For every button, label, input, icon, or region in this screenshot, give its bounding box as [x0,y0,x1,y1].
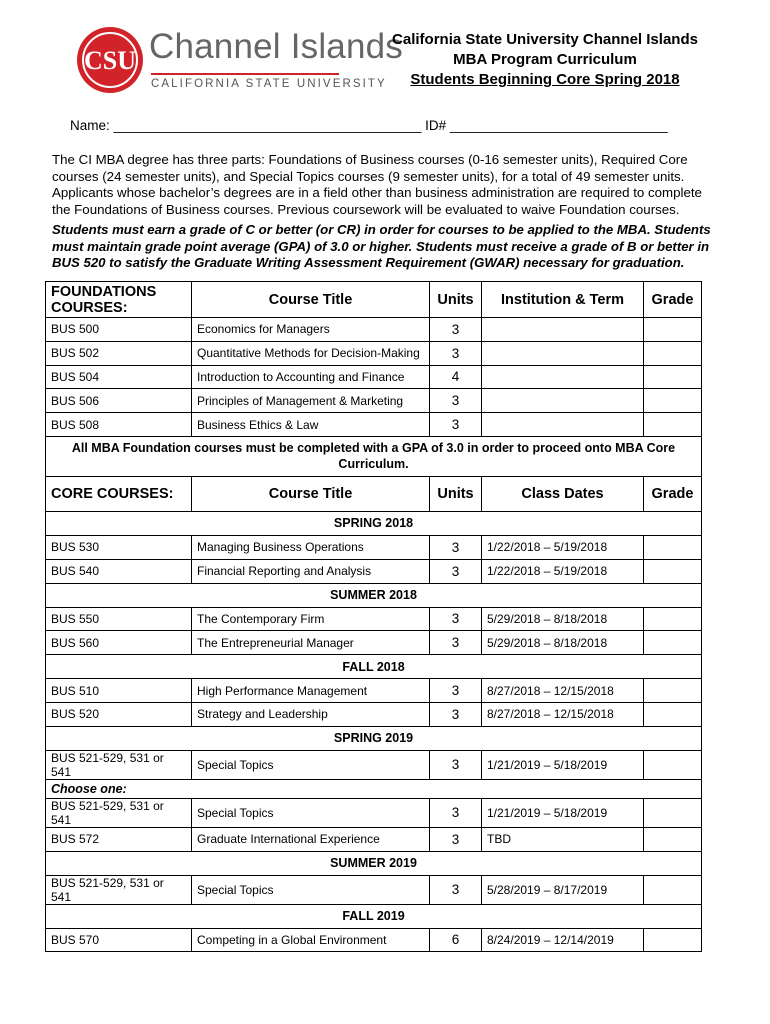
course-title: Special Topics [192,798,430,827]
name-field[interactable]: _________________________________________ [113,118,422,133]
foundation-note-row [46,436,702,476]
core-header-row [46,476,702,511]
class-dates: 8/27/2018 – 12/15/2018 [482,679,644,703]
term-label: SUMMER 2018 [46,583,702,607]
class-dates: 5/28/2019 – 8/17/2019 [482,875,644,904]
course-row [46,679,702,703]
course-units: 6 [430,928,482,952]
svg-text:CSU: CSU [83,46,137,75]
course-code: BUS 540 [46,559,192,583]
course-title: Financial Reporting and Analysis [192,559,430,583]
course-title: Quantitative Methods for Decision-Making [192,341,430,365]
course-code: BUS 504 [46,365,192,389]
course-row [46,928,702,952]
grade-requirement-notice: Students must earn a grade of C or better (or CR) in order for courses to be applied to the MBA. Students must maintain grade point average (GPA) of 3.0 or higher. Students must receive a grade of B or better in BUS 520 to satisfy the Graduate Writing Assessment Requirement (GWAR) necessary for graduation. [52,222,711,270]
logo-divider [151,73,339,75]
course-code: BUS 572 [46,827,192,851]
course-units: 3 [430,679,482,703]
grade-cell[interactable] [644,875,702,904]
grade-header: Grade [644,476,702,511]
course-row [46,341,702,365]
grade-cell[interactable] [644,341,702,365]
institution-term-cell[interactable] [482,318,644,342]
course-row [46,607,702,631]
id-label: ID# [425,118,447,133]
class-dates: 5/29/2018 – 8/18/2018 [482,607,644,631]
name-label: Name: [70,118,110,133]
course-code: BUS 530 [46,535,192,559]
grade-cell[interactable] [644,631,702,655]
term-row [46,655,702,679]
curriculum-table [45,281,702,952]
course-row [46,559,702,583]
course-units: 3 [430,702,482,726]
course-units: 3 [430,318,482,342]
term-label: FALL 2019 [46,904,702,928]
term-row [46,511,702,535]
course-title-header: Course Title [192,282,430,318]
course-title: Economics for Managers [192,318,430,342]
class-dates: 1/22/2018 – 5/19/2018 [482,559,644,583]
grade-cell[interactable] [644,389,702,413]
course-row [46,875,702,904]
course-row [46,827,702,851]
course-units: 4 [430,365,482,389]
choose-one-row [46,779,702,798]
grade-cell[interactable] [644,702,702,726]
course-units: 3 [430,750,482,779]
class-dates: 5/29/2018 – 8/18/2018 [482,631,644,655]
course-title: The Entrepreneurial Manager [192,631,430,655]
course-title-header: Course Title [192,476,430,511]
name-id-row [70,118,668,133]
course-row [46,750,702,779]
course-title: Principles of Management & Marketing [192,389,430,413]
course-title: Strategy and Leadership [192,702,430,726]
class-dates: 8/24/2019 – 12/14/2019 [482,928,644,952]
course-row [46,631,702,655]
course-code: BUS 560 [46,631,192,655]
units-header: Units [430,282,482,318]
institution-term-header: Institution & Term [482,282,644,318]
term-row [46,904,702,928]
course-units: 3 [430,827,482,851]
class-dates: 1/22/2018 – 5/19/2018 [482,535,644,559]
course-row [46,702,702,726]
course-code: BUS 570 [46,928,192,952]
class-dates: 1/21/2019 – 5/18/2019 [482,750,644,779]
class-dates: 8/27/2018 – 12/15/2018 [482,702,644,726]
grade-cell[interactable] [644,928,702,952]
course-code: BUS 508 [46,413,192,437]
course-title: Business Ethics & Law [192,413,430,437]
grade-cell[interactable] [644,827,702,851]
course-units: 3 [430,341,482,365]
core-section-label: CORE COURSES: [46,476,192,511]
course-code: BUS 502 [46,341,192,365]
course-code: BUS 510 [46,679,192,703]
grade-cell[interactable] [644,365,702,389]
course-row [46,413,702,437]
course-row [46,365,702,389]
course-title: The Contemporary Firm [192,607,430,631]
course-code: BUS 521-529, 531 or 541 [46,875,192,904]
grade-header: Grade [644,282,702,318]
course-units: 3 [430,607,482,631]
course-code: BUS 520 [46,702,192,726]
units-header: Units [430,476,482,511]
grade-cell[interactable] [644,413,702,437]
term-label: FALL 2018 [46,655,702,679]
course-row [46,389,702,413]
logo-name: Channel Islands [149,27,403,66]
term-row [46,851,702,875]
grade-cell[interactable] [644,679,702,703]
course-title: Managing Business Operations [192,535,430,559]
institution-term-cell[interactable] [482,365,644,389]
course-units: 3 [430,875,482,904]
grade-cell[interactable] [644,535,702,559]
course-code: BUS 521-529, 531 or 541 [46,750,192,779]
institution-term-cell[interactable] [482,413,644,437]
course-code: BUS 550 [46,607,192,631]
institution-term-cell[interactable] [482,341,644,365]
grade-cell[interactable] [644,318,702,342]
foundations-section-label: FOUNDATIONS COURSES: [46,282,192,318]
university-logo [75,25,403,100]
course-units: 3 [430,413,482,437]
term-label: SPRING 2019 [46,726,702,750]
term-row [46,726,702,750]
course-code: BUS 500 [46,318,192,342]
course-title: Special Topics [192,875,430,904]
intro-paragraph: The CI MBA degree has three parts: Foundations of Business courses (0-16 semester units), Required Core courses (24 semester units), and Special Topics courses (9 semester units), for a total of 49 semester units. Applicants whose bachelor’s degrees are in a field other than business administration are required to complete the Foundations of Business courses. Previous coursework will be evaluated to waive Foundation courses. [52,152,702,217]
choose-one-label: Choose one: [46,779,702,798]
course-units: 3 [430,798,482,827]
course-units: 3 [430,631,482,655]
course-units: 3 [430,535,482,559]
term-label: SUMMER 2019 [46,851,702,875]
course-title: Graduate International Experience [192,827,430,851]
title-line-2: MBA Program Curriculum [453,51,637,68]
course-title: Special Topics [192,750,430,779]
course-code: BUS 521-529, 531 or 541 [46,798,192,827]
grade-cell[interactable] [644,798,702,827]
title-line-1: California State University Channel Islands [392,31,698,48]
grade-cell[interactable] [644,750,702,779]
logo-subtitle: CALIFORNIA STATE UNIVERSITY [151,78,387,90]
grade-cell[interactable] [644,559,702,583]
course-code: BUS 506 [46,389,192,413]
term-label: SPRING 2018 [46,511,702,535]
course-row [46,535,702,559]
foundations-header-row [46,282,702,318]
course-title: Competing in a Global Environment [192,928,430,952]
course-title: Introduction to Accounting and Finance [192,365,430,389]
course-row [46,318,702,342]
document-title-block [370,30,720,90]
class-dates-header: Class Dates [482,476,644,511]
title-line-3: Students Beginning Core Spring 2018 [410,71,680,88]
course-units: 3 [430,389,482,413]
class-dates: 1/21/2019 – 5/18/2019 [482,798,644,827]
foundation-note: All MBA Foundation courses must be completed with a GPA of 3.0 in order to proceed onto MBA Core Curriculum. [46,436,702,476]
grade-cell[interactable] [644,607,702,631]
term-row [46,583,702,607]
course-units: 3 [430,559,482,583]
course-title: High Performance Management [192,679,430,703]
course-row [46,798,702,827]
csu-logo-mark-icon [75,25,145,95]
id-field[interactable]: _____________________________ [449,118,668,133]
class-dates: TBD [482,827,644,851]
institution-term-cell[interactable] [482,389,644,413]
